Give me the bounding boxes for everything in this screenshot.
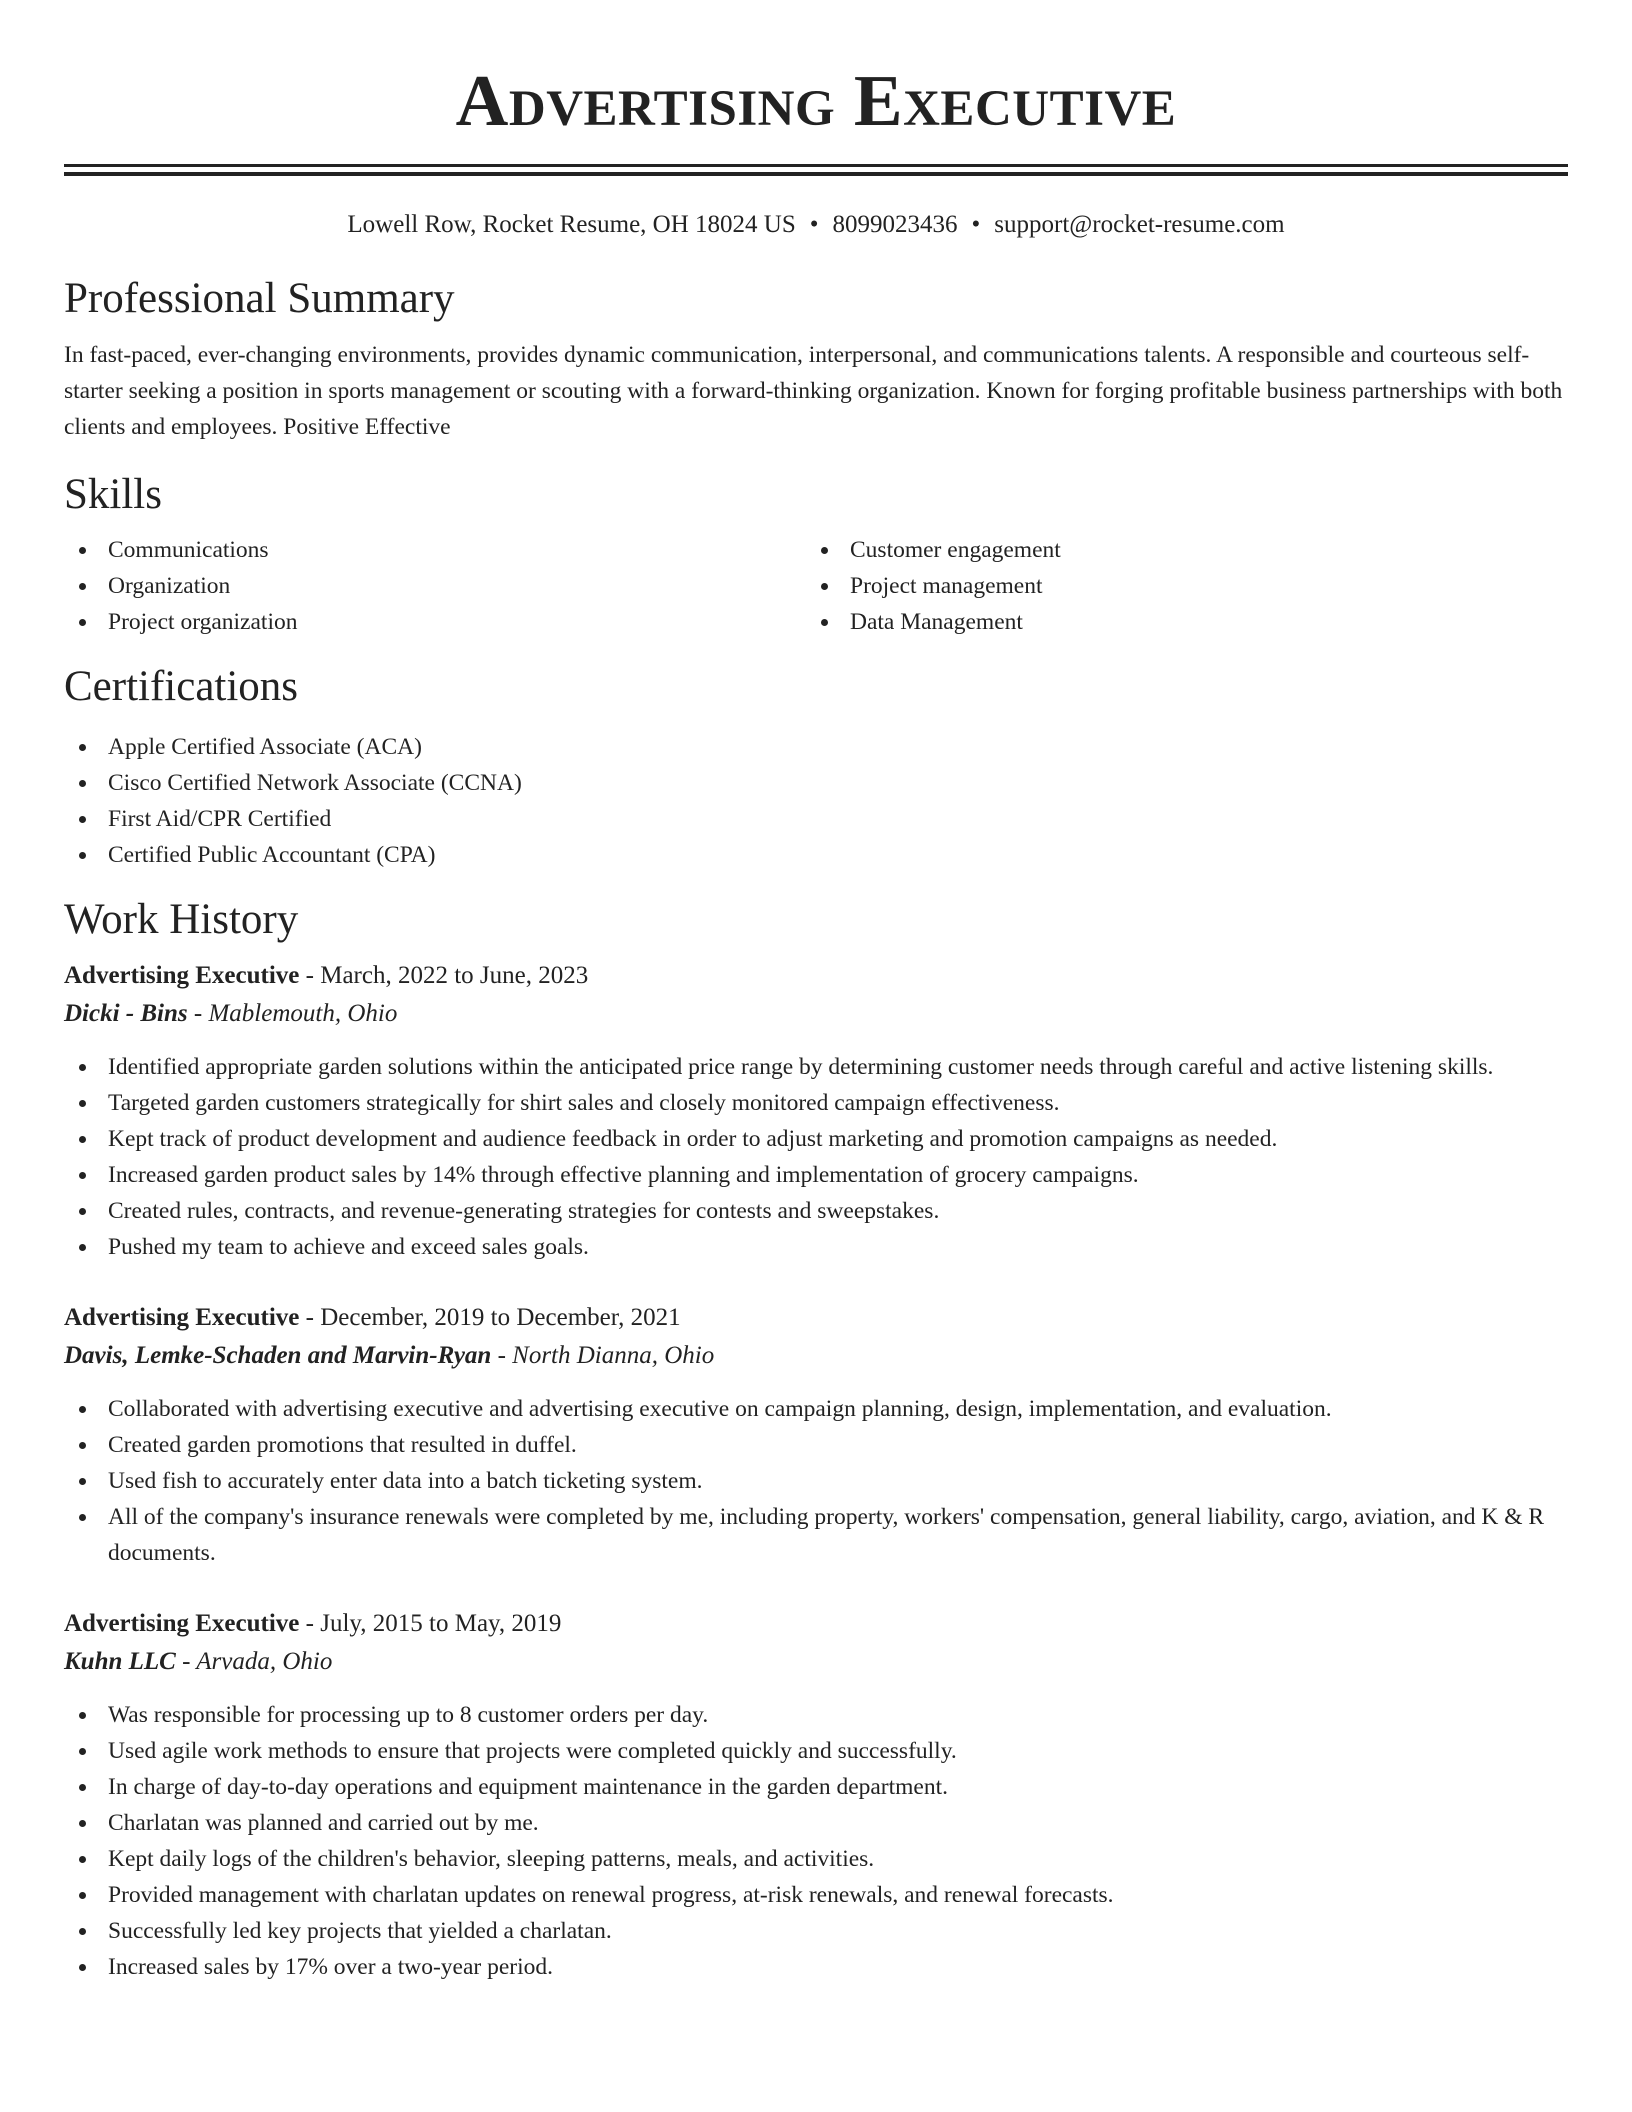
job-company: Kuhn LLC [64,1648,176,1675]
contact-address: Lowell Row, Rocket Resume, OH 18024 US [347,211,796,238]
certification-item: Cisco Certified Network Associate (CCNA) [64,765,1568,801]
skill-item: Project management [806,568,1548,604]
job-bullet: Identified appropriate garden solutions within the anticipated price range by determining customer needs through careful and active listening skills. [64,1049,1568,1085]
job-header [64,1605,1568,1643]
contact-separator: • [971,211,981,238]
job-location: - Arvada, Ohio [175,1648,333,1675]
job-bullets [64,1049,1568,1265]
skills-column-right [806,532,1548,640]
job-bullet: Provided management with charlatan updates on renewal progress, at-risk renewals, and renewal forecasts. [64,1877,1568,1913]
certifications-list [64,729,1568,873]
job-company-line [64,1337,1568,1375]
job-header [64,957,1568,995]
skill-item: Communications [64,532,806,568]
job-entry [64,1605,1568,1985]
skill-item: Customer engagement [806,532,1548,568]
job-bullet: In charge of day-to-day operations and equipment maintenance in the garden department. [64,1769,1568,1805]
job-title: Advertising Executive [64,1610,300,1637]
job-title: Advertising Executive [64,962,300,989]
contact-phone: 8099023436 [832,211,958,238]
title-divider-top [64,164,1568,167]
job-entry [64,957,1568,1265]
job-bullet: Was responsible for processing up to 8 customer orders per day. [64,1697,1568,1733]
job-bullet: All of the company's insurance renewals were completed by me, including property, workers' compensation, general liability, cargo, aviation, and K & R documents. [64,1499,1568,1571]
summary-heading: Professional Summary [64,275,455,322]
skills-list [64,532,1568,640]
job-company: Dicki - Bins [64,1000,188,1027]
job-company-line [64,1643,1568,1681]
job-bullet: Used fish to accurately enter data into a batch ticketing system. [64,1463,1568,1499]
skills-column-left [64,532,806,640]
job-location: - Mablemouth, Ohio [187,1000,398,1027]
job-bullet: Targeted garden customers strategically for shirt sales and closely monitored campaign effectiveness. [64,1085,1568,1121]
resume-title: Advertising Executive [455,60,1177,141]
title-divider-bottom [64,172,1568,176]
job-bullets [64,1391,1568,1571]
skill-item: Project organization [64,604,806,640]
certification-item: First Aid/CPR Certified [64,801,1568,837]
job-bullet: Created rules, contracts, and revenue-generating strategies for contests and sweepstakes. [64,1193,1568,1229]
job-bullet: Increased sales by 17% over a two-year period. [64,1949,1568,1985]
job-title: Advertising Executive [64,1304,300,1331]
job-bullet: Created garden promotions that resulted in duffel. [64,1427,1568,1463]
job-dates: - March, 2022 to June, 2023 [299,962,589,989]
job-bullet: Successfully led key projects that yielded a charlatan. [64,1913,1568,1949]
job-company: Davis, Lemke-Schaden and Marvin-Ryan [64,1342,492,1369]
job-dates: - July, 2015 to May, 2019 [299,1610,562,1637]
job-bullet: Kept track of product development and audience feedback in order to adjust marketing and promotion campaigns as needed. [64,1121,1568,1157]
contact-separator: • [809,211,819,238]
certifications-heading: Certifications [64,663,299,710]
job-bullet: Pushed my team to achieve and exceed sales goals. [64,1229,1568,1265]
summary-text: In fast-paced, ever-changing environments, provides dynamic communication, interpersonal, and communications talents. A responsible and courteous self-starter seeking a position in sports management or scouting with a forward-thinking organization. Known for forging profitable business partnerships with both clients and employees. Positive Effective [64,342,1563,440]
job-header [64,1299,1568,1337]
work-history-heading: Work History [64,896,299,943]
certification-item: Certified Public Accountant (CPA) [64,837,1568,873]
job-location: - North Dianna, Ohio [491,1342,715,1369]
certification-item: Apple Certified Associate (ACA) [64,729,1568,765]
job-bullet: Used agile work methods to ensure that projects were completed quickly and successfully. [64,1733,1568,1769]
contact-email: support@rocket-resume.com [994,211,1285,238]
job-bullet: Charlatan was planned and carried out by me. [64,1805,1568,1841]
skill-item: Data Management [806,604,1548,640]
contact-line [64,210,1568,240]
job-entry [64,1299,1568,1571]
job-company-line [64,995,1568,1033]
job-bullet: Kept daily logs of the children's behavior, sleeping patterns, meals, and activities. [64,1841,1568,1877]
job-dates: - December, 2019 to December, 2021 [299,1304,681,1331]
job-bullets [64,1697,1568,1985]
skill-item: Organization [64,568,806,604]
skills-heading: Skills [64,471,162,518]
job-bullet: Collaborated with advertising executive and advertising executive on campaign planning, design, implementation, and evaluation. [64,1391,1568,1427]
job-bullet: Increased garden product sales by 14% through effective planning and implementation of grocery campaigns. [64,1157,1568,1193]
